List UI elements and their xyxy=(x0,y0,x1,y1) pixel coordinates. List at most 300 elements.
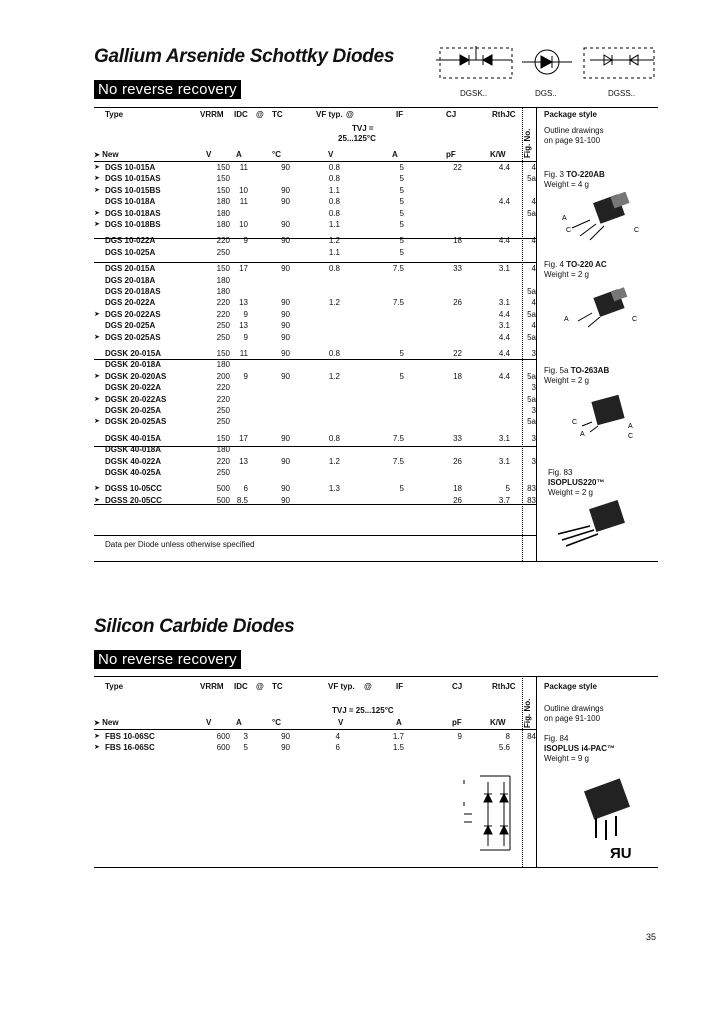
cell-fig: 3 xyxy=(531,383,536,393)
cell-vf: 0.8 xyxy=(328,174,340,184)
cell-type: DGS 20-022A xyxy=(105,298,156,308)
pkg-title: Package style xyxy=(544,110,597,119)
cell-r: 4.4 xyxy=(498,236,510,246)
sic-table-top-rule xyxy=(94,676,658,677)
sic-header-rule xyxy=(94,729,536,730)
sic-band: No reverse recovery xyxy=(94,650,241,669)
unit-a: A xyxy=(236,150,242,159)
row-group-rule xyxy=(94,504,536,505)
sic-pkg-outline-1: Outline drawings xyxy=(544,704,604,713)
cell-fig: 5a xyxy=(527,174,536,184)
isoplus-i4pac-package-image xyxy=(566,778,652,860)
fig5a-weight: Weight = 2 g xyxy=(544,376,589,385)
hdr-type: Type xyxy=(105,110,124,119)
cell-r: 3.1 xyxy=(498,456,510,466)
cell-fig: 5a xyxy=(527,287,536,296)
hdr-tvj: TVJ = xyxy=(352,124,374,133)
cell-type: DGS 10-025A xyxy=(105,247,156,257)
unit-kw: K/W xyxy=(490,150,506,159)
cell-type: DGS 10-015AS xyxy=(105,174,161,184)
cell-v: 250 xyxy=(216,417,230,427)
cell-cj: 33 xyxy=(453,433,462,443)
cell-cj: 22 xyxy=(453,163,462,172)
table-row xyxy=(94,264,536,274)
cell-r: 4.4 xyxy=(498,349,510,358)
cell-if: 1.7 xyxy=(392,732,404,741)
cell-type: DGS 20-022AS xyxy=(105,309,161,319)
row-group-rule xyxy=(94,238,536,239)
cell-i: 17 xyxy=(239,264,248,274)
table-row xyxy=(94,395,536,405)
sic-package-divider xyxy=(536,676,537,867)
cell-fig: 5a xyxy=(527,332,536,342)
table-row xyxy=(94,383,536,393)
cell-v: 150 xyxy=(216,163,230,172)
cell-i: 13 xyxy=(239,456,248,466)
cell-if: 7.5 xyxy=(392,298,404,308)
cell-type: DGS 10-018BS xyxy=(105,220,161,229)
cell-if: 5 xyxy=(399,484,404,494)
cell-i: 17 xyxy=(239,433,248,443)
row-group-rule xyxy=(94,359,536,360)
fig83-caption: Fig. 83 ISOPLUS220™ Weight = 2 g xyxy=(548,468,605,497)
cell-fig: 4 xyxy=(531,298,536,308)
cell-t: 90 xyxy=(281,371,290,381)
cell-i: 5 xyxy=(243,743,248,752)
cell-t: 90 xyxy=(281,309,290,319)
cell-fig: 3 xyxy=(531,406,536,415)
cell-v: 180 xyxy=(216,220,230,229)
cell-vf: 1.3 xyxy=(328,484,340,494)
cell-v: 250 xyxy=(216,321,230,331)
fig3-weight: Weight = 4 g xyxy=(544,180,589,189)
fig83-name: ISOPLUS220™ xyxy=(548,478,605,487)
sic-hdr-new: ➤ New xyxy=(94,718,119,727)
fig84-weight: Weight = 9 g xyxy=(544,754,589,763)
cell-type: DGSK 20-020AS xyxy=(105,371,167,381)
sic-package-column xyxy=(544,682,656,764)
cell-type: DGS 10-015A xyxy=(105,163,156,172)
cell-r: 4.4 xyxy=(498,332,510,342)
cell-i: 11 xyxy=(239,197,248,207)
cell-r: 4.4 xyxy=(498,371,510,381)
cell-t: 90 xyxy=(281,732,290,741)
table-row xyxy=(94,186,536,196)
cell-v: 180 xyxy=(216,287,230,296)
table-row xyxy=(94,298,536,308)
table-row xyxy=(94,434,536,444)
cell-type: DGSK 20-018A xyxy=(105,360,162,370)
gaas-body-end-rule xyxy=(94,535,536,536)
cell-r: 5 xyxy=(505,484,510,494)
cell-if: 5 xyxy=(399,197,404,207)
cell-t: 90 xyxy=(281,456,290,466)
new-marker-icon: ➤ xyxy=(94,418,100,426)
cell-fig: 3 xyxy=(531,433,536,443)
cell-v: 600 xyxy=(216,732,230,741)
cell-if: 5 xyxy=(399,185,404,195)
cell-t: 90 xyxy=(281,236,290,246)
cell-v: 220 xyxy=(216,236,230,246)
sic-hdr-if: IF xyxy=(396,682,404,691)
new-marker-icon: ➤ xyxy=(94,395,100,403)
cell-i: 11 xyxy=(239,349,248,358)
cell-i: 9 xyxy=(243,236,248,246)
hdr-tc: TC xyxy=(272,110,283,119)
cell-fig: 5a xyxy=(527,417,536,427)
table-row xyxy=(94,248,536,258)
sic-hdr-at: @ xyxy=(256,682,264,691)
cell-t: 90 xyxy=(281,264,290,274)
cell-fig: 5a xyxy=(527,394,536,404)
new-marker-icon: ➤ xyxy=(94,485,100,493)
cell-type: DGS 20-015A xyxy=(105,264,156,274)
cell-vf: 6 xyxy=(335,743,340,752)
cell-type: DGS 10-015BS xyxy=(105,185,161,195)
sic-hdr-type: Type xyxy=(105,682,124,691)
gaas-header-rule xyxy=(94,161,536,162)
cell-v: 150 xyxy=(216,174,230,184)
cell-t: 90 xyxy=(281,185,290,195)
cell-if: 5 xyxy=(399,174,404,184)
sic-unit-c: °C xyxy=(272,718,281,727)
cell-v: 200 xyxy=(216,371,230,381)
sic-unit-pf: pF xyxy=(452,718,462,727)
sic-unit-vf: V xyxy=(338,718,344,727)
unit-if: A xyxy=(392,150,398,159)
cell-type: DGSK 20-022AS xyxy=(105,394,167,404)
svg-text:C: C xyxy=(634,227,640,234)
hdr-if: IF xyxy=(396,110,404,119)
table-row xyxy=(94,310,536,320)
table-row xyxy=(94,333,536,343)
cell-t: 90 xyxy=(281,321,290,331)
sic-hdr-rthjc: RthJC xyxy=(492,682,516,691)
unit-vf: V xyxy=(328,150,334,159)
cell-if: 7.5 xyxy=(392,264,404,274)
sic-hdr-cj: CJ xyxy=(452,682,463,691)
cell-fig: 5a xyxy=(527,371,536,381)
svg-text:A: A xyxy=(628,423,633,430)
sic-hdr-vf: VF typ. xyxy=(328,682,355,691)
sic-title: Silicon Carbide Diodes xyxy=(94,616,295,637)
table-row xyxy=(94,468,536,478)
cell-vf: 1.1 xyxy=(328,220,340,229)
cell-if: 5 xyxy=(399,163,404,172)
cell-t: 90 xyxy=(281,220,290,229)
cell-i: 9 xyxy=(243,371,248,381)
cell-v: 180 xyxy=(216,275,230,285)
cell-t: 90 xyxy=(281,433,290,443)
cell-vf: 0.8 xyxy=(328,163,340,172)
cell-i: 10 xyxy=(239,220,248,229)
cell-v: 600 xyxy=(216,743,230,752)
diode-symbols-figure xyxy=(432,44,662,90)
cell-fig: 3 xyxy=(531,456,536,466)
dgss-symbol xyxy=(584,48,654,78)
table-row xyxy=(94,197,536,207)
cell-cj: 22 xyxy=(453,349,462,358)
cell-fig: 5a xyxy=(527,309,536,319)
cell-cj: 26 xyxy=(453,456,462,466)
cell-v: 150 xyxy=(216,264,230,274)
new-marker-icon: ➤ xyxy=(94,164,100,171)
cell-r: 4.4 xyxy=(498,197,510,207)
cell-i: 13 xyxy=(239,298,248,308)
cell-vf: 1.2 xyxy=(328,456,340,466)
cell-i: 13 xyxy=(239,321,248,331)
cell-i: 3 xyxy=(243,732,248,741)
cell-type: DGSK 40-018A xyxy=(105,445,162,455)
page-number: 35 xyxy=(646,932,657,942)
cell-fig: 4 xyxy=(531,321,536,331)
cell-i: 6 xyxy=(243,484,248,494)
sic-unit-kw: K/W xyxy=(490,718,506,727)
gaas-band: No reverse recovery xyxy=(94,80,241,99)
cell-fig: 3 xyxy=(531,349,536,358)
cell-vf: 0.8 xyxy=(328,264,340,274)
cell-type: DGSS 20-05CC xyxy=(105,495,162,505)
new-marker-icon: ➤ xyxy=(94,733,100,740)
cell-fig: 4 xyxy=(531,264,536,274)
sic-hdr-tc: TC xyxy=(272,682,283,691)
svg-text:A: A xyxy=(564,316,569,323)
table-row xyxy=(94,484,536,494)
cell-vf: 1.2 xyxy=(328,371,340,381)
table-row xyxy=(94,417,536,427)
dgss-symbol-label: DGSS.. xyxy=(608,89,636,98)
cell-fig: 4 xyxy=(531,236,536,246)
new-marker-icon: ➤ xyxy=(94,372,100,380)
cell-if: 7.5 xyxy=(392,433,404,443)
gaas-package-column xyxy=(544,110,656,146)
svg-text:A: A xyxy=(580,431,585,438)
sic-hdr-vrrm: VRRM xyxy=(200,682,224,691)
table-row xyxy=(94,406,536,416)
unit-c: °C xyxy=(272,150,281,159)
cell-type: DGS 10-022A xyxy=(105,236,156,246)
cell-i: 11 xyxy=(239,163,248,172)
table-row xyxy=(94,209,536,219)
cell-cj: 26 xyxy=(453,495,462,505)
cell-r: 4.4 xyxy=(498,163,510,172)
cell-type: DGS 20-018A xyxy=(105,275,156,285)
cell-type: DGS 10-018AS xyxy=(105,208,161,218)
gaas-package-divider xyxy=(536,107,537,561)
cell-vf: 0.8 xyxy=(328,433,340,443)
cell-v: 220 xyxy=(216,383,230,393)
new-marker-icon: ➤ xyxy=(94,496,100,504)
cell-v: 150 xyxy=(216,433,230,443)
pkg-outline-2: on page 91-100 xyxy=(544,136,601,145)
cell-v: 180 xyxy=(216,445,230,455)
cell-vf: 1.1 xyxy=(328,247,340,257)
cell-r: 3.1 xyxy=(498,264,510,274)
gaas-table-bottom-rule xyxy=(94,561,658,562)
cell-if: 7.5 xyxy=(392,456,404,466)
new-marker-icon: ➤ xyxy=(94,221,100,228)
cell-i: 9 xyxy=(243,332,248,342)
cell-fig: 83 xyxy=(527,484,536,494)
gaas-table-header xyxy=(94,110,536,162)
cell-type: DGS 20-018AS xyxy=(105,287,161,296)
cell-cj: 18 xyxy=(453,484,462,494)
table-row xyxy=(94,321,536,331)
table-row xyxy=(94,372,536,382)
cell-v: 250 xyxy=(216,247,230,257)
gaas-footnote: Data per Diode unless otherwise specified xyxy=(105,540,255,549)
hdr-rthjc: RthJC xyxy=(492,110,516,119)
hdr-fig: Fig. No. xyxy=(523,128,532,158)
cell-type: DGSK 40-022A xyxy=(105,456,162,466)
svg-text:C: C xyxy=(628,433,634,440)
cell-cj: 33 xyxy=(453,264,462,274)
cell-i: 9 xyxy=(243,309,248,319)
cell-type: DGSK 20-015A xyxy=(105,349,162,358)
cell-fig: 83 xyxy=(527,495,536,505)
to220ab-package-image xyxy=(560,192,650,242)
cell-cj: 9 xyxy=(457,732,462,741)
table-row xyxy=(94,220,536,230)
table-row xyxy=(94,349,536,359)
table-row xyxy=(94,457,536,467)
sic-pkg-title: Package style xyxy=(544,682,597,691)
cell-r: 3.1 xyxy=(498,321,510,331)
cell-type: FBS 16-06SC xyxy=(105,743,155,752)
cell-t: 90 xyxy=(281,197,290,207)
cell-v: 220 xyxy=(216,394,230,404)
cell-t: 90 xyxy=(281,349,290,358)
fig4-weight: Weight = 2 g xyxy=(544,270,589,279)
cell-i: 8.5 xyxy=(236,495,248,505)
hdr-cj: CJ xyxy=(446,110,457,119)
sic-hdr-at2: @ xyxy=(364,682,372,691)
pkg-outline-1: Outline drawings xyxy=(544,126,604,135)
cell-v: 220 xyxy=(216,298,230,308)
gaas-title: Gallium Arsenide Schottky Diodes xyxy=(94,46,395,67)
cell-type: DGSK 40-015A xyxy=(105,433,162,443)
cell-if: 5 xyxy=(399,247,404,257)
cell-r: 4.4 xyxy=(498,309,510,319)
table-row xyxy=(94,360,536,370)
cell-type: DGS 20-025AS xyxy=(105,332,161,342)
sic-table-body xyxy=(94,732,536,756)
cell-t: 90 xyxy=(281,743,290,752)
cell-v: 220 xyxy=(216,309,230,319)
new-marker-icon: ➤ xyxy=(94,186,100,194)
sic-unit-if: A xyxy=(396,718,402,727)
unit-pf: pF xyxy=(446,150,456,159)
cell-fig: 4 xyxy=(531,197,536,207)
cell-t: 90 xyxy=(281,163,290,172)
fig5a-caption: Fig. 5a TO-263AB Weight = 2 g xyxy=(544,366,610,385)
svg-text:C: C xyxy=(572,419,578,426)
cell-v: 500 xyxy=(216,484,230,494)
cell-vf: 1.2 xyxy=(328,298,340,308)
cell-v: 220 xyxy=(216,456,230,466)
cell-v: 180 xyxy=(216,360,230,370)
table-row xyxy=(94,174,536,184)
dgs-symbol xyxy=(522,50,572,74)
sic-unit-v: V xyxy=(206,718,212,727)
cell-v: 250 xyxy=(216,468,230,477)
cell-cj: 18 xyxy=(453,236,462,246)
new-marker-icon: ➤ xyxy=(94,310,100,318)
cell-cj: 18 xyxy=(453,371,462,381)
fig84-caption: Fig. 84 xyxy=(544,734,569,743)
sic-table-bottom-rule xyxy=(94,867,658,868)
unit-v: V xyxy=(206,150,212,159)
cell-v: 250 xyxy=(216,332,230,342)
cell-type: DGSK 40-025A xyxy=(105,468,162,477)
cell-vf: 0.8 xyxy=(328,197,340,207)
sic-unit-a: A xyxy=(236,718,242,727)
new-marker-icon: ➤ xyxy=(94,333,100,341)
cell-vf: 1.1 xyxy=(328,185,340,195)
new-marker-icon: ➤ xyxy=(94,209,100,217)
cell-v: 180 xyxy=(216,197,230,207)
ul-mark-icon: ЯU xyxy=(610,845,632,860)
row-group-rule xyxy=(94,446,536,447)
new-marker-icon: ➤ xyxy=(94,744,100,751)
cell-vf: 0.8 xyxy=(328,349,340,358)
to220ac-package-image xyxy=(560,285,650,330)
gaas-table-top-rule xyxy=(94,107,658,108)
cell-type: FBS 10-06SC xyxy=(105,732,155,741)
svg-text:C: C xyxy=(566,227,572,234)
cell-vf: 4 xyxy=(335,732,340,741)
sic-hdr-fig: Fig. No. xyxy=(523,698,532,728)
isoplus220-package-image xyxy=(548,500,648,548)
cell-type: DGS 10-018A xyxy=(105,197,156,207)
cell-vf: 0.8 xyxy=(328,208,340,218)
cell-if: 5 xyxy=(399,371,404,381)
cell-if: 5 xyxy=(399,236,404,246)
to263ab-package-image xyxy=(566,392,652,440)
hdr-vrrm: VRRM xyxy=(200,110,224,119)
hdr-tvj-range: 25...125°C xyxy=(338,134,376,143)
cell-r: 8 xyxy=(505,732,510,741)
cell-if: 5 xyxy=(399,220,404,229)
cell-t: 90 xyxy=(281,298,290,308)
table-row xyxy=(94,287,536,297)
fig3-caption: Fig. 3 TO-220AB Weight = 4 g xyxy=(544,170,605,189)
cell-fig: 4 xyxy=(531,163,536,172)
sic-pkg-outline-2: on page 91-100 xyxy=(544,714,601,723)
svg-text:A: A xyxy=(562,215,567,222)
gaas-table-body xyxy=(94,163,536,543)
fig4-caption: Fig. 4 TO-220 AC Weight = 2 g xyxy=(544,260,607,279)
new-marker-icon: ➤ xyxy=(94,175,100,183)
cell-v: 500 xyxy=(216,495,230,505)
cell-if: 5 xyxy=(399,349,404,358)
cell-r: 3.7 xyxy=(498,495,510,505)
dgsk-symbol-label: DGSK.. xyxy=(460,89,488,98)
cell-r: 3.1 xyxy=(498,298,510,308)
cell-fig: 5a xyxy=(527,208,536,218)
cell-type: DGSK 20-022A xyxy=(105,383,162,393)
cell-r: 3.1 xyxy=(498,433,510,443)
cell-fig: 84 xyxy=(527,732,536,741)
sic-table-header xyxy=(94,682,536,732)
svg-text:C: C xyxy=(632,316,638,323)
cell-if: 1.5 xyxy=(392,743,404,752)
sic-hdr-tvj: TVJ = 25...125°C xyxy=(332,706,394,715)
table-row xyxy=(94,163,536,173)
cell-t: 90 xyxy=(281,495,290,505)
cell-r: 5.6 xyxy=(498,743,510,752)
hdr-vf: VF typ. xyxy=(316,110,343,119)
